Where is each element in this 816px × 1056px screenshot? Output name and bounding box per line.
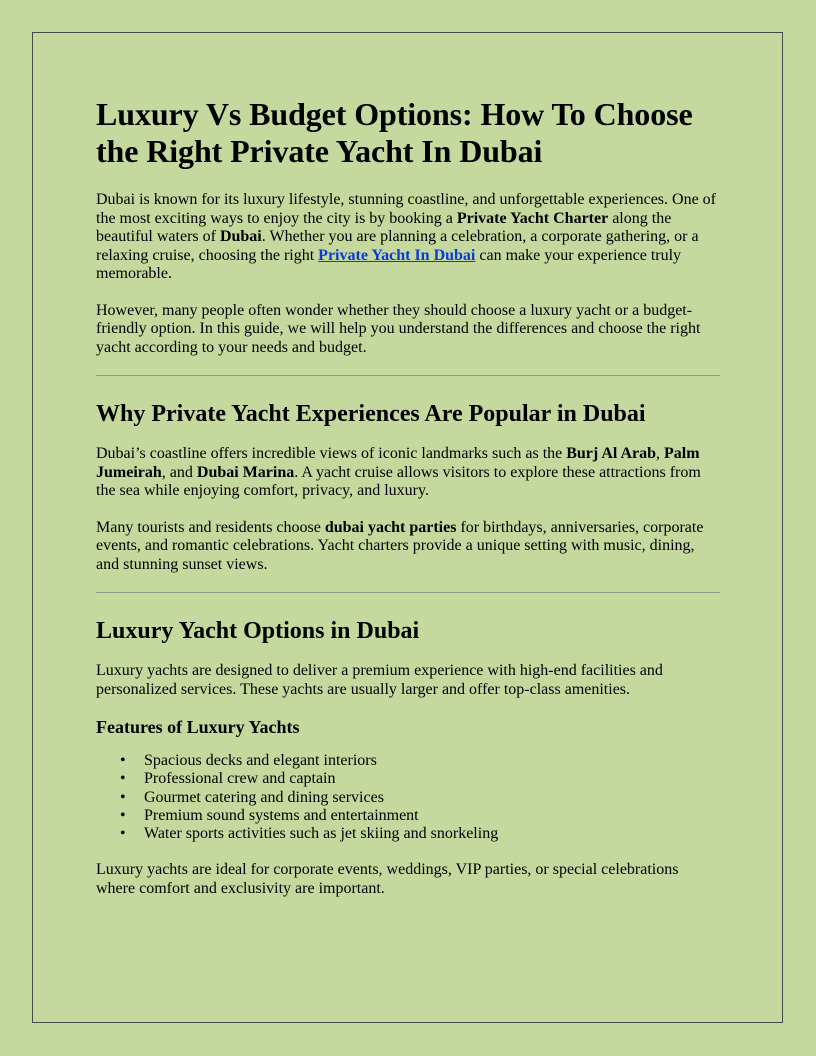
- feature-text: Premium sound systems and entertainment: [144, 806, 419, 824]
- list-item: [120, 825, 720, 843]
- document-body: [96, 96, 720, 916]
- section-heading-luxury-options: Luxury Yacht Options in Dubai: [96, 618, 420, 644]
- section-divider-2: [96, 592, 720, 593]
- bold-dubai-yacht-parties: dubai yacht parties: [324, 518, 457, 536]
- parties-text-1: Many tourists and residents choose: [96, 518, 325, 536]
- landmarks-text-2: ,: [656, 445, 665, 462]
- landmark-dubai-marina: Dubai Marina: [196, 463, 295, 481]
- intro-bold-private-yacht-charter: Private Yacht Charter: [456, 209, 609, 227]
- landmarks-text-3: , and: [161, 463, 197, 481]
- intro-paragraph: [96, 191, 720, 284]
- features-subheading: Features of Luxury Yachts: [96, 717, 300, 737]
- luxury-intro-paragraph: Luxury yachts are designed to deliver a premium experience with high-end facilities and personalized services. These yachts are usually larger and offer top-class amenities.: [96, 662, 663, 698]
- bullet-icon: •: [120, 825, 126, 843]
- list-item: [120, 806, 720, 825]
- feature-text: Gourmet catering and dining services: [144, 788, 384, 806]
- landmarks-paragraph: [96, 445, 720, 501]
- luxury-conclusion-paragraph: Luxury yachts are ideal for corporate events, weddings, VIP parties, or special celebrations where comfort and exclusivity are important.: [96, 861, 679, 897]
- list-item: [120, 788, 720, 807]
- feature-text: Professional crew and captain: [144, 770, 336, 788]
- section-heading-why-popular: Why Private Yacht Experiences Are Popular in Dubai: [96, 401, 646, 427]
- intro-text-3: . Whether you are planning a celebration, a corporate gathering, or a relaxing cruise, choosing the right: [96, 228, 699, 264]
- feature-text: Spacious decks and elegant interiors: [144, 752, 377, 769]
- section-divider: [96, 375, 720, 376]
- intro-text-2: along the beautiful waters of: [96, 209, 672, 245]
- bullet-icon: •: [120, 770, 126, 788]
- intro-text-1: Dubai is known for its luxury lifestyle, stunning coastline, and unforgettable experiences. One of the most exciting ways to enjoy the city is by booking a: [96, 191, 716, 227]
- bullet-icon: •: [120, 806, 126, 824]
- landmarks-text-4: . A yacht cruise allows visitors to explore these attractions from the sea while enjoying comfort, privacy, and luxury.: [96, 463, 701, 499]
- intro-bold-dubai: Dubai: [219, 228, 262, 245]
- page-title: Luxury Vs Budget Options: How To Choose the Right Private Yacht In Dubai: [96, 96, 693, 169]
- landmarks-text-1: Dubai’s coastline offers incredible views of iconic landmarks such as the: [96, 445, 567, 462]
- landmark-palm-jumeirah: Palm Jumeirah: [96, 445, 700, 481]
- landmark-burj-al-arab: Burj Al Arab: [566, 445, 657, 462]
- parties-text-2: for birthdays, anniversaries, corporate events, and romantic celebrations. Yacht charters provide a unique setting with music, dining, and stunning sunset views.: [96, 518, 704, 573]
- private-yacht-in-dubai-link[interactable]: Private Yacht In Dubai: [318, 246, 476, 264]
- intro-text-4: can make your experience truly memorable.: [96, 246, 682, 282]
- intro-paragraph-2: However, many people often wonder whether they should choose a luxury yacht or a budget-friendly option. In this guide, we will help you understand the differences and choose the right yacht according to your needs and budget.: [96, 301, 701, 356]
- list-item: [120, 770, 720, 788]
- yacht-parties-paragraph: [96, 519, 720, 575]
- list-item: [120, 752, 720, 770]
- bullet-icon: •: [120, 752, 126, 769]
- bullet-icon: •: [120, 788, 126, 806]
- feature-text: Water sports activities such as jet skiing and snorkeling: [144, 825, 499, 843]
- features-list: [96, 752, 720, 843]
